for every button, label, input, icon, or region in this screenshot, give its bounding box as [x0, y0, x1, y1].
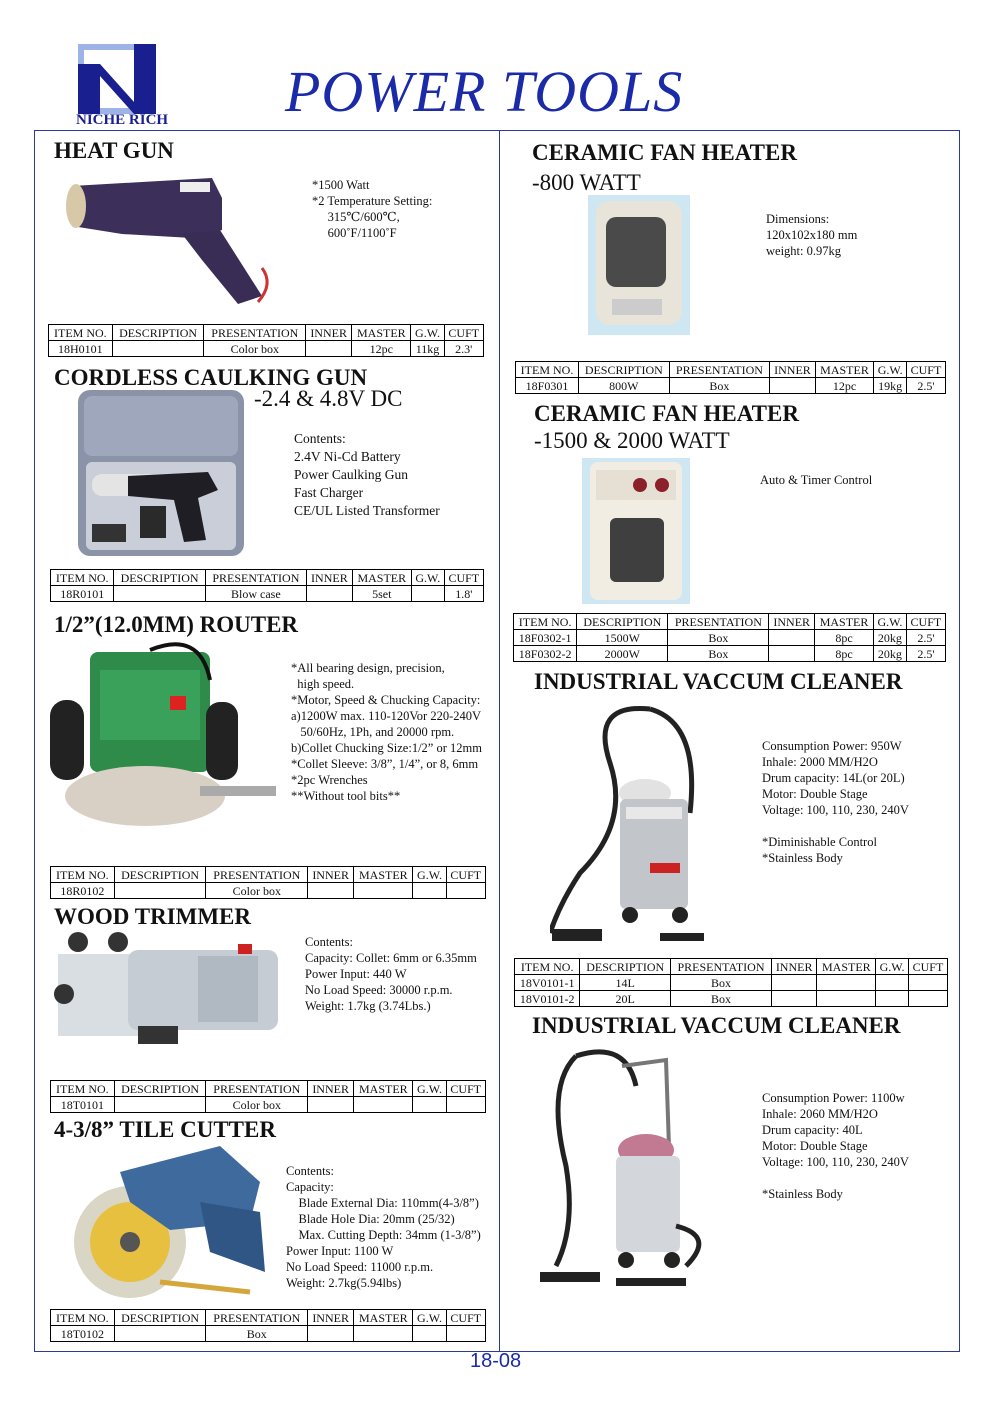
caulking-gun-table — [50, 569, 484, 602]
col-gw: G.W. — [874, 614, 907, 630]
col-cuft: CUFT — [444, 325, 484, 341]
fan-heater-800-specs: Dimensions: 120x102x180 mm weight: 0.97kg — [766, 212, 858, 258]
table-row — [49, 341, 484, 357]
cell — [308, 883, 354, 899]
cell — [876, 991, 909, 1007]
cell: Color box — [204, 341, 306, 357]
cell: 12pc — [815, 378, 874, 394]
cell: 5set — [352, 586, 411, 602]
col-cuft: CUFT — [446, 867, 486, 883]
heat-gun-title: HEAT GUN — [54, 138, 174, 163]
cell — [817, 991, 876, 1007]
cell: Box — [671, 975, 772, 991]
cell — [413, 1326, 446, 1342]
cell — [817, 975, 876, 991]
col-cuft: CUFT — [906, 362, 945, 378]
cell: 19kg — [874, 378, 907, 394]
fan-heater-1500-table — [513, 613, 946, 662]
col-inner: INNER — [769, 614, 815, 630]
cell: 18R0102 — [51, 883, 115, 899]
cell: 18T0102 — [51, 1326, 115, 1342]
heat-gun-specs: *1500 Watt *2 Temperature Setting: 315℃/600℃, 600˚F/1100˚F — [312, 178, 433, 240]
cell — [908, 975, 947, 991]
col-gw: G.W. — [874, 362, 907, 378]
caulking-gun-subtitle: -2.4 & 4.8V DC — [254, 386, 403, 411]
col-master: MASTER — [815, 614, 874, 630]
col-gw: G.W. — [411, 570, 444, 586]
col-presentation: PRESENTATION — [669, 362, 770, 378]
cell — [308, 1326, 354, 1342]
wood-trimmer-title: WOOD TRIMMER — [54, 904, 251, 929]
cell: 2000W — [577, 646, 668, 662]
col-presentation: PRESENTATION — [205, 570, 306, 586]
col-presentation: PRESENTATION — [206, 1310, 308, 1326]
col-item-no: ITEM NO. — [516, 362, 579, 378]
col-item-no: ITEM NO. — [51, 867, 115, 883]
cell: 8pc — [815, 630, 874, 646]
col-cuft: CUFT — [446, 1081, 486, 1097]
col-description: DESCRIPTION — [114, 1081, 206, 1097]
cell: 2.3' — [444, 341, 484, 357]
cell: Box — [206, 1326, 308, 1342]
vacuum-1100-photo — [536, 1046, 706, 1294]
col-cuft: CUFT — [444, 570, 483, 586]
col-presentation: PRESENTATION — [204, 325, 306, 341]
cell: Blow case — [205, 586, 306, 602]
cell — [114, 1097, 206, 1113]
fan-heater-800-subtitle: -800 WATT — [532, 170, 641, 195]
col-gw: G.W. — [413, 1310, 446, 1326]
col-gw: G.W. — [413, 867, 446, 883]
cell — [413, 883, 446, 899]
page-number: 18-08 — [470, 1350, 522, 1372]
cell: 14L — [580, 975, 671, 991]
cell: 18V0101-1 — [515, 975, 580, 991]
cell: 18F0301 — [516, 378, 579, 394]
vacuum-950-photo — [550, 703, 710, 953]
cell — [114, 1326, 206, 1342]
cell: Box — [668, 646, 769, 662]
table-row — [514, 630, 946, 646]
wood-trimmer-table — [50, 1080, 486, 1113]
col-master: MASTER — [817, 959, 876, 975]
cell: 20kg — [874, 630, 907, 646]
col-inner: INNER — [306, 325, 352, 341]
cell: 18F0302-2 — [514, 646, 577, 662]
cell — [308, 1097, 354, 1113]
cell: 8pc — [815, 646, 874, 662]
table-row — [514, 646, 946, 662]
col-inner: INNER — [308, 1081, 354, 1097]
col-description: DESCRIPTION — [577, 614, 668, 630]
col-master: MASTER — [354, 1310, 413, 1326]
cell — [306, 586, 352, 602]
cell — [411, 586, 444, 602]
cell: Box — [671, 991, 772, 1007]
col-master: MASTER — [352, 325, 411, 341]
col-inner: INNER — [771, 959, 817, 975]
cell — [908, 991, 947, 1007]
col-presentation: PRESENTATION — [671, 959, 772, 975]
wood-trimmer-specs: Contents: Capacity: Collet: 6mm or 6.35mm Power Input: 440 W No Load Speed: 30000 r.p.m. Weight: 1.7kg (3.74Lbs.) — [305, 935, 477, 1013]
col-inner: INNER — [770, 362, 816, 378]
col-inner: INNER — [308, 1310, 354, 1326]
router-title: 1/2”(12.0MM) ROUTER — [54, 612, 299, 637]
cell: 2.5' — [906, 646, 945, 662]
col-item-no: ITEM NO. — [515, 959, 580, 975]
cell — [876, 975, 909, 991]
cell — [114, 586, 205, 602]
cell — [770, 378, 816, 394]
cell — [771, 975, 817, 991]
col-item-no: ITEM NO. — [51, 570, 114, 586]
wood-trimmer-photo — [48, 930, 298, 1060]
cell — [769, 630, 815, 646]
cell: 2.5' — [906, 630, 945, 646]
cell: 18F0302-1 — [514, 630, 577, 646]
cell — [114, 883, 206, 899]
cell — [413, 1097, 446, 1113]
col-cuft: CUFT — [908, 959, 947, 975]
fan-heater-1500-specs: Auto & Timer Control — [760, 473, 873, 487]
cell: 1500W — [577, 630, 668, 646]
fan-heater-800-table — [515, 361, 946, 394]
col-presentation: PRESENTATION — [206, 867, 308, 883]
col-master: MASTER — [354, 867, 413, 883]
col-cuft: CUFT — [906, 614, 945, 630]
fan-heater-1500-subtitle: -1500 & 2000 WATT — [534, 428, 730, 453]
column-divider — [499, 130, 500, 1352]
col-master: MASTER — [352, 570, 411, 586]
cell — [354, 883, 413, 899]
heat-gun-table — [48, 324, 484, 357]
fan-heater-800-photo — [588, 195, 690, 335]
cell: 2.5' — [906, 378, 945, 394]
tile-cutter-specs: Contents: Capacity: Blade External Dia: 110mm(4-3/8”) Blade Hole Dia: 20mm (25/32) Max. Cutting Depth: 34mm (1-3/8”) Power Input: 1100 W No Load Speed: 11000 r.p.m. Weight: 2.7kg(5.94lbs) — [286, 1164, 481, 1290]
col-presentation: PRESENTATION — [668, 614, 769, 630]
cell — [771, 991, 817, 1007]
cell: 20kg — [874, 646, 907, 662]
col-item-no: ITEM NO. — [49, 325, 113, 341]
cell: 18H0101 — [49, 341, 113, 357]
col-gw: G.W. — [411, 325, 444, 341]
cell: 18V0101-2 — [515, 991, 580, 1007]
table-row — [515, 975, 948, 991]
cell: 1.8' — [444, 586, 483, 602]
col-description: DESCRIPTION — [114, 867, 206, 883]
table-row — [51, 1326, 486, 1342]
fan-heater-800-title: CERAMIC FAN HEATER — [532, 140, 797, 165]
col-item-no: ITEM NO. — [51, 1310, 115, 1326]
caulking-gun-photo — [78, 390, 246, 558]
col-description: DESCRIPTION — [112, 325, 204, 341]
page-title: POWER TOOLS — [285, 59, 684, 124]
cell — [306, 341, 352, 357]
brand-name: NICHE RICH — [76, 112, 169, 128]
table-row — [516, 378, 946, 394]
table-row — [51, 1097, 486, 1113]
col-cuft: CUFT — [446, 1310, 486, 1326]
col-item-no: ITEM NO. — [514, 614, 577, 630]
col-inner: INNER — [308, 867, 354, 883]
table-row — [51, 586, 484, 602]
cell: 11kg — [411, 341, 444, 357]
vacuum-1100-title: INDUSTRIAL VACCUM CLEANER — [532, 1013, 901, 1038]
vacuum-950-title: INDUSTRIAL VACCUM CLEANER — [534, 669, 903, 694]
caulking-gun-title: CORDLESS CAULKING GUN — [54, 365, 368, 390]
cell: 800W — [578, 378, 669, 394]
col-description: DESCRIPTION — [114, 570, 205, 586]
caulking-gun-specs: Contents: 2.4V Ni-Cd Battery Power Caulking Gun Fast Charger CE/UL Listed Transformer — [294, 431, 440, 518]
router-table — [50, 866, 486, 899]
cell — [354, 1326, 413, 1342]
cell: 18T0101 — [51, 1097, 115, 1113]
cell: Box — [669, 378, 770, 394]
cell: Box — [668, 630, 769, 646]
cell — [354, 1097, 413, 1113]
col-item-no: ITEM NO. — [51, 1081, 115, 1097]
col-description: DESCRIPTION — [114, 1310, 206, 1326]
heat-gun-photo — [62, 168, 282, 308]
tile-cutter-photo — [60, 1142, 280, 1302]
col-description: DESCRIPTION — [578, 362, 669, 378]
cell — [446, 883, 486, 899]
cell: Color box — [206, 883, 308, 899]
cell — [446, 1097, 486, 1113]
col-gw: G.W. — [876, 959, 909, 975]
router-specs: *All bearing design, precision, high speed. *Motor, Speed & Chucking Capacity: a)1200W max. 110-120Vor 220-240V 50/60Hz, 1Ph, and 20000 rpm. b)Collet Chucking Size:1/2” or 12mm *Collet Sleeve: 3/8”, 1/4”, or 8, 6mm *2pc Wrenches **Without tool bits** — [291, 661, 482, 803]
col-master: MASTER — [815, 362, 874, 378]
cell: 12pc — [352, 341, 411, 357]
vacuum-950-specs: Consumption Power: 950W Inhale: 2000 MM/H2O Drum capacity: 14L(or 20L) Motor: Double Stage Voltage: 100, 110, 230, 240V *Diminishable Control *Stainless Body — [762, 739, 909, 865]
cell: 18R0101 — [51, 586, 114, 602]
tile-cutter-title: 4-3/8” TILE CUTTER — [54, 1117, 276, 1142]
table-row — [51, 883, 486, 899]
table-row — [515, 991, 948, 1007]
col-description: DESCRIPTION — [580, 959, 671, 975]
vacuum-1100-specs: Consumption Power: 1100w Inhale: 2060 MM/H2O Drum capacity: 40L Motor: Double Stage Voltage: 100, 110, 230, 240V *Stainless Body — [762, 1091, 909, 1201]
fan-heater-1500-photo — [582, 458, 690, 604]
tile-cutter-table — [50, 1309, 486, 1342]
vacuum-950-table — [514, 958, 948, 1007]
col-master: MASTER — [354, 1081, 413, 1097]
col-inner: INNER — [306, 570, 352, 586]
cell: 20L — [580, 991, 671, 1007]
cell — [446, 1326, 486, 1342]
col-presentation: PRESENTATION — [206, 1081, 308, 1097]
cell: Color box — [206, 1097, 308, 1113]
col-gw: G.W. — [413, 1081, 446, 1097]
cell — [769, 646, 815, 662]
fan-heater-1500-title: CERAMIC FAN HEATER — [534, 401, 799, 426]
router-photo — [50, 640, 280, 850]
cell — [112, 341, 204, 357]
